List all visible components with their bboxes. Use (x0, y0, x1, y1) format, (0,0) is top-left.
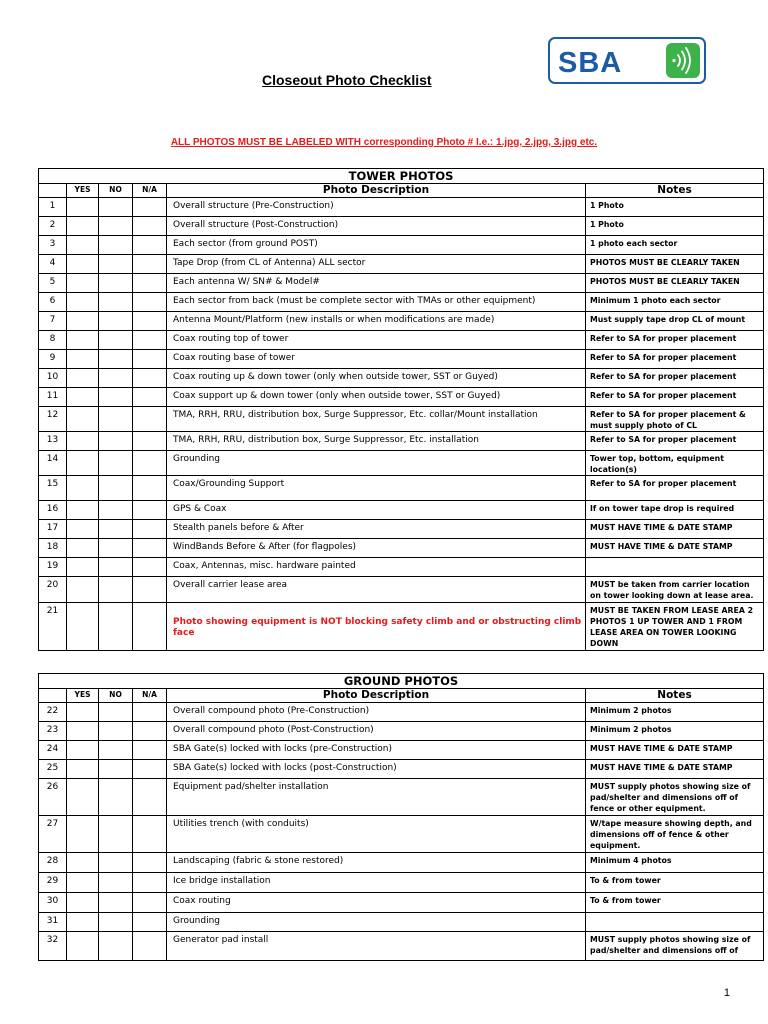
checklist-row (39, 602, 764, 650)
row-notes: Refer to SA for proper placement (586, 431, 764, 450)
na-checkbox-cell[interactable] (133, 254, 167, 273)
yes-checkbox-cell[interactable] (67, 702, 99, 721)
checklist-row (39, 740, 764, 759)
row-notes: MUST supply photos showing size of pad/shelter and dimensions off of (586, 931, 764, 960)
checklist-row (39, 778, 764, 815)
photo-description: Ice bridge installation (167, 872, 586, 892)
no-checkbox-cell[interactable] (99, 721, 133, 740)
no-checkbox-cell[interactable] (99, 538, 133, 557)
checklist-row (39, 519, 764, 538)
checklist-row (39, 387, 764, 406)
checklist-row (39, 197, 764, 216)
yes-checkbox-cell[interactable] (67, 406, 99, 431)
yes-checkbox-cell[interactable] (67, 778, 99, 815)
notes-header: Notes (586, 183, 764, 197)
labeling-notice: ALL PHOTOS MUST BE LABELED WITH corresponding Photo # I.e.: 1.jpg, 2.jpg, 3.jpg etc. (170, 137, 598, 148)
yes-checkbox-cell[interactable] (67, 872, 99, 892)
row-notes: W/tape measure showing depth, and dimensions off of fence & other equipment. (586, 815, 764, 852)
row-number: 22 (39, 702, 67, 721)
no-checkbox-cell[interactable] (99, 500, 133, 519)
no-header: NO (99, 183, 133, 197)
row-number: 25 (39, 759, 67, 778)
row-number: 1 (39, 197, 67, 216)
yes-checkbox-cell[interactable] (67, 450, 99, 475)
row-number: 19 (39, 557, 67, 576)
number-header (39, 688, 67, 702)
na-checkbox-cell[interactable] (133, 931, 167, 960)
no-checkbox-cell[interactable] (99, 872, 133, 892)
row-notes: If on tower tape drop is required (586, 500, 764, 519)
row-notes: Tower top, bottom, equipment location(s) (586, 450, 764, 475)
row-number: 21 (39, 602, 67, 650)
yes-checkbox-cell[interactable] (67, 852, 99, 872)
photo-description: Grounding (167, 912, 586, 931)
description-header: Photo Description (167, 688, 586, 702)
ground-section-title: GROUND PHOTOS (39, 674, 764, 689)
photo-description: Equipment pad/shelter installation (167, 778, 586, 815)
yes-checkbox-cell[interactable] (67, 216, 99, 235)
yes-checkbox-cell[interactable] (67, 431, 99, 450)
yes-header: YES (67, 183, 99, 197)
no-checkbox-cell[interactable] (99, 519, 133, 538)
row-number: 10 (39, 368, 67, 387)
yes-checkbox-cell[interactable] (67, 602, 99, 650)
yes-checkbox-cell[interactable] (67, 892, 99, 912)
checklist-row (39, 235, 764, 254)
no-checkbox-cell[interactable] (99, 815, 133, 852)
yes-checkbox-cell[interactable] (67, 475, 99, 500)
yes-header: YES (67, 688, 99, 702)
row-notes: MUST BE TAKEN FROM LEASE AREA 2 PHOTOS 1 UP TOWER AND 1 FROM LEASE AREA ON TOWER LOOKING DOWN (586, 602, 764, 650)
no-checkbox-cell[interactable] (99, 475, 133, 500)
photo-description: Landscaping (fabric & stone restored) (167, 852, 586, 872)
row-notes: MUST be taken from carrier location on tower looking down at lease area. (586, 576, 764, 602)
yes-checkbox-cell[interactable] (67, 387, 99, 406)
row-notes: MUST HAVE TIME & DATE STAMP (586, 740, 764, 759)
photo-description: Generator pad install (167, 931, 586, 960)
checklist-row (39, 349, 764, 368)
checklist-row (39, 815, 764, 852)
photo-description: Utilities trench (with conduits) (167, 815, 586, 852)
photo-description: Coax routing up & down tower (only when outside tower, SST or Guyed) (167, 368, 586, 387)
no-checkbox-cell[interactable] (99, 912, 133, 931)
na-checkbox-cell[interactable] (133, 368, 167, 387)
notes-header: Notes (586, 688, 764, 702)
row-notes: Minimum 2 photos (586, 702, 764, 721)
no-checkbox-cell[interactable] (99, 292, 133, 311)
yes-checkbox-cell[interactable] (67, 815, 99, 852)
row-notes: Refer to SA for proper placement (586, 368, 764, 387)
row-number: 24 (39, 740, 67, 759)
na-checkbox-cell[interactable] (133, 576, 167, 602)
yes-checkbox-cell[interactable] (67, 330, 99, 349)
checklist-row (39, 216, 764, 235)
ground-photos-table (38, 673, 764, 961)
yes-checkbox-cell[interactable] (67, 500, 99, 519)
checklist-row (39, 931, 764, 960)
document-title: Closeout Photo Checklist (262, 72, 432, 88)
na-checkbox-cell[interactable] (133, 815, 167, 852)
no-checkbox-cell[interactable] (99, 557, 133, 576)
na-checkbox-cell[interactable] (133, 431, 167, 450)
na-checkbox-cell[interactable] (133, 349, 167, 368)
checklist-row (39, 431, 764, 450)
photo-description: Overall structure (Post-Construction) (167, 216, 586, 235)
na-checkbox-cell[interactable] (133, 912, 167, 931)
photo-description: Stealth panels before & After (167, 519, 586, 538)
no-checkbox-cell[interactable] (99, 349, 133, 368)
no-checkbox-cell[interactable] (99, 406, 133, 431)
no-checkbox-cell[interactable] (99, 387, 133, 406)
no-checkbox-cell[interactable] (99, 273, 133, 292)
row-number: 16 (39, 500, 67, 519)
row-number: 23 (39, 721, 67, 740)
page-number: 1 (723, 987, 730, 999)
no-checkbox-cell[interactable] (99, 450, 133, 475)
row-number: 14 (39, 450, 67, 475)
na-checkbox-cell[interactable] (133, 519, 167, 538)
photo-description: Coax, Antennas, misc. hardware painted (167, 557, 586, 576)
no-checkbox-cell[interactable] (99, 852, 133, 872)
na-header: N/A (133, 688, 167, 702)
yes-checkbox-cell[interactable] (67, 740, 99, 759)
na-checkbox-cell[interactable] (133, 852, 167, 872)
checklist-row (39, 576, 764, 602)
no-checkbox-cell[interactable] (99, 197, 133, 216)
sba-logo (548, 37, 706, 84)
checklist-row (39, 721, 764, 740)
row-number: 28 (39, 852, 67, 872)
na-header: N/A (133, 183, 167, 197)
na-checkbox-cell[interactable] (133, 500, 167, 519)
row-number: 13 (39, 431, 67, 450)
checklist-row (39, 872, 764, 892)
row-number: 6 (39, 292, 67, 311)
checklist-row (39, 330, 764, 349)
row-number: 26 (39, 778, 67, 815)
checklist-row (39, 368, 764, 387)
no-checkbox-cell[interactable] (99, 702, 133, 721)
no-checkbox-cell[interactable] (99, 330, 133, 349)
checklist-row (39, 475, 764, 500)
no-checkbox-cell[interactable] (99, 311, 133, 330)
checklist-row (39, 912, 764, 931)
yes-checkbox-cell[interactable] (67, 912, 99, 931)
row-notes (586, 557, 764, 576)
yes-checkbox-cell[interactable] (67, 368, 99, 387)
row-notes: To & from tower (586, 872, 764, 892)
photo-description: Overall structure (Pre-Construction) (167, 197, 586, 216)
row-number: 11 (39, 387, 67, 406)
photo-description: Overall compound photo (Post-Construction) (167, 721, 586, 740)
row-notes: 1 Photo (586, 197, 764, 216)
yes-checkbox-cell[interactable] (67, 235, 99, 254)
yes-checkbox-cell[interactable] (67, 557, 99, 576)
row-notes: Minimum 2 photos (586, 721, 764, 740)
photo-description: SBA Gate(s) locked with locks (post-Construction) (167, 759, 586, 778)
yes-checkbox-cell[interactable] (67, 721, 99, 740)
row-notes: Refer to SA for proper placement (586, 387, 764, 406)
na-checkbox-cell[interactable] (133, 475, 167, 500)
row-number: 20 (39, 576, 67, 602)
row-notes: PHOTOS MUST BE CLEARLY TAKEN (586, 254, 764, 273)
yes-checkbox-cell[interactable] (67, 349, 99, 368)
row-number: 3 (39, 235, 67, 254)
photo-description: Antenna Mount/Platform (new installs or when modifications are made) (167, 311, 586, 330)
yes-checkbox-cell[interactable] (67, 273, 99, 292)
no-header: NO (99, 688, 133, 702)
signal-badge (666, 43, 700, 78)
no-checkbox-cell[interactable] (99, 235, 133, 254)
na-checkbox-cell[interactable] (133, 778, 167, 815)
photo-description: GPS & Coax (167, 500, 586, 519)
na-checkbox-cell[interactable] (133, 216, 167, 235)
row-number: 30 (39, 892, 67, 912)
no-checkbox-cell[interactable] (99, 759, 133, 778)
photo-description: Grounding (167, 450, 586, 475)
na-checkbox-cell[interactable] (133, 273, 167, 292)
photo-description: Coax routing top of tower (167, 330, 586, 349)
photo-description: WindBands Before & After (for flagpoles) (167, 538, 586, 557)
na-checkbox-cell[interactable] (133, 872, 167, 892)
na-checkbox-cell[interactable] (133, 330, 167, 349)
checklist-row (39, 254, 764, 273)
no-checkbox-cell[interactable] (99, 576, 133, 602)
photo-description: Each antenna W/ SN# & Model# (167, 273, 586, 292)
row-notes: PHOTOS MUST BE CLEARLY TAKEN (586, 273, 764, 292)
photo-description: Coax routing base of tower (167, 349, 586, 368)
photo-description: Tape Drop (from CL of Antenna) ALL sector (167, 254, 586, 273)
tower-section-title: TOWER PHOTOS (39, 169, 764, 184)
na-checkbox-cell[interactable] (133, 602, 167, 650)
checklist-row (39, 273, 764, 292)
row-notes (586, 912, 764, 931)
no-checkbox-cell[interactable] (99, 892, 133, 912)
no-checkbox-cell[interactable] (99, 931, 133, 960)
no-checkbox-cell[interactable] (99, 602, 133, 650)
checklist-row (39, 500, 764, 519)
number-header (39, 183, 67, 197)
row-notes: 1 photo each sector (586, 235, 764, 254)
row-number: 15 (39, 475, 67, 500)
row-notes: MUST HAVE TIME & DATE STAMP (586, 538, 764, 557)
row-notes: MUST supply photos showing size of pad/shelter and dimensions off of fence or other equipment. (586, 778, 764, 815)
checklist-row (39, 852, 764, 872)
no-checkbox-cell[interactable] (99, 431, 133, 450)
na-checkbox-cell[interactable] (133, 197, 167, 216)
row-notes: Minimum 1 photo each sector (586, 292, 764, 311)
row-number: 27 (39, 815, 67, 852)
checklist-row (39, 557, 764, 576)
photo-description: Overall carrier lease area (167, 576, 586, 602)
yes-checkbox-cell[interactable] (67, 759, 99, 778)
yes-checkbox-cell[interactable] (67, 311, 99, 330)
no-checkbox-cell[interactable] (99, 368, 133, 387)
yes-checkbox-cell[interactable] (67, 576, 99, 602)
row-notes: Minimum 4 photos (586, 852, 764, 872)
row-number: 4 (39, 254, 67, 273)
tower-photos-table (38, 168, 764, 651)
row-number: 8 (39, 330, 67, 349)
row-notes: MUST HAVE TIME & DATE STAMP (586, 759, 764, 778)
na-checkbox-cell[interactable] (133, 721, 167, 740)
na-checkbox-cell[interactable] (133, 235, 167, 254)
na-checkbox-cell[interactable] (133, 450, 167, 475)
photo-description: Each sector from back (must be complete sector with TMAs or other equipment) (167, 292, 586, 311)
na-checkbox-cell[interactable] (133, 406, 167, 431)
checklist-row (39, 702, 764, 721)
photo-description: TMA, RRH, RRU, distribution box, Surge Suppressor, Etc. collar/Mount installation (167, 406, 586, 431)
row-notes: Refer to SA for proper placement (586, 330, 764, 349)
row-number: 29 (39, 872, 67, 892)
row-notes: To & from tower (586, 892, 764, 912)
no-checkbox-cell[interactable] (99, 216, 133, 235)
row-number: 32 (39, 931, 67, 960)
na-checkbox-cell[interactable] (133, 387, 167, 406)
checklist-row (39, 311, 764, 330)
na-checkbox-cell[interactable] (133, 892, 167, 912)
yes-checkbox-cell[interactable] (67, 197, 99, 216)
description-header: Photo Description (167, 183, 586, 197)
checklist-row (39, 406, 764, 431)
no-checkbox-cell[interactable] (99, 778, 133, 815)
na-checkbox-cell[interactable] (133, 311, 167, 330)
row-number: 12 (39, 406, 67, 431)
row-number: 17 (39, 519, 67, 538)
photo-description: Coax routing (167, 892, 586, 912)
row-notes: Refer to SA for proper placement (586, 349, 764, 368)
checklist-row (39, 538, 764, 557)
na-checkbox-cell[interactable] (133, 759, 167, 778)
row-notes: Refer to SA for proper placement & must supply photo of CL (586, 406, 764, 431)
row-notes: Refer to SA for proper placement (586, 475, 764, 500)
row-notes: MUST HAVE TIME & DATE STAMP (586, 519, 764, 538)
photo-description: Coax support up & down tower (only when outside tower, SST or Guyed) (167, 387, 586, 406)
na-checkbox-cell[interactable] (133, 557, 167, 576)
photo-description: SBA Gate(s) locked with locks (pre-Construction) (167, 740, 586, 759)
row-number: 18 (39, 538, 67, 557)
checklist-row (39, 292, 764, 311)
photo-description: Overall compound photo (Pre-Construction) (167, 702, 586, 721)
yes-checkbox-cell[interactable] (67, 519, 99, 538)
row-number: 9 (39, 349, 67, 368)
logo-text: SBA (558, 47, 623, 79)
yes-checkbox-cell[interactable] (67, 931, 99, 960)
na-checkbox-cell[interactable] (133, 740, 167, 759)
photo-description: Photo showing equipment is NOT blocking safety climb and or obstructing climb face (167, 602, 586, 650)
yes-checkbox-cell[interactable] (67, 538, 99, 557)
photo-description: Each sector (from ground POST) (167, 235, 586, 254)
na-checkbox-cell[interactable] (133, 702, 167, 721)
na-checkbox-cell[interactable] (133, 292, 167, 311)
na-checkbox-cell[interactable] (133, 538, 167, 557)
no-checkbox-cell[interactable] (99, 740, 133, 759)
yes-checkbox-cell[interactable] (67, 254, 99, 273)
row-notes: 1 Photo (586, 216, 764, 235)
row-number: 7 (39, 311, 67, 330)
row-number: 5 (39, 273, 67, 292)
checklist-row (39, 892, 764, 912)
checklist-row (39, 759, 764, 778)
row-number: 2 (39, 216, 67, 235)
photo-description: Coax/Grounding Support (167, 475, 586, 500)
yes-checkbox-cell[interactable] (67, 292, 99, 311)
row-notes: Must supply tape drop CL of mount (586, 311, 764, 330)
row-number: 31 (39, 912, 67, 931)
no-checkbox-cell[interactable] (99, 254, 133, 273)
checklist-row (39, 450, 764, 475)
photo-description: TMA, RRH, RRU, distribution box, Surge Suppressor, Etc. installation (167, 431, 586, 450)
